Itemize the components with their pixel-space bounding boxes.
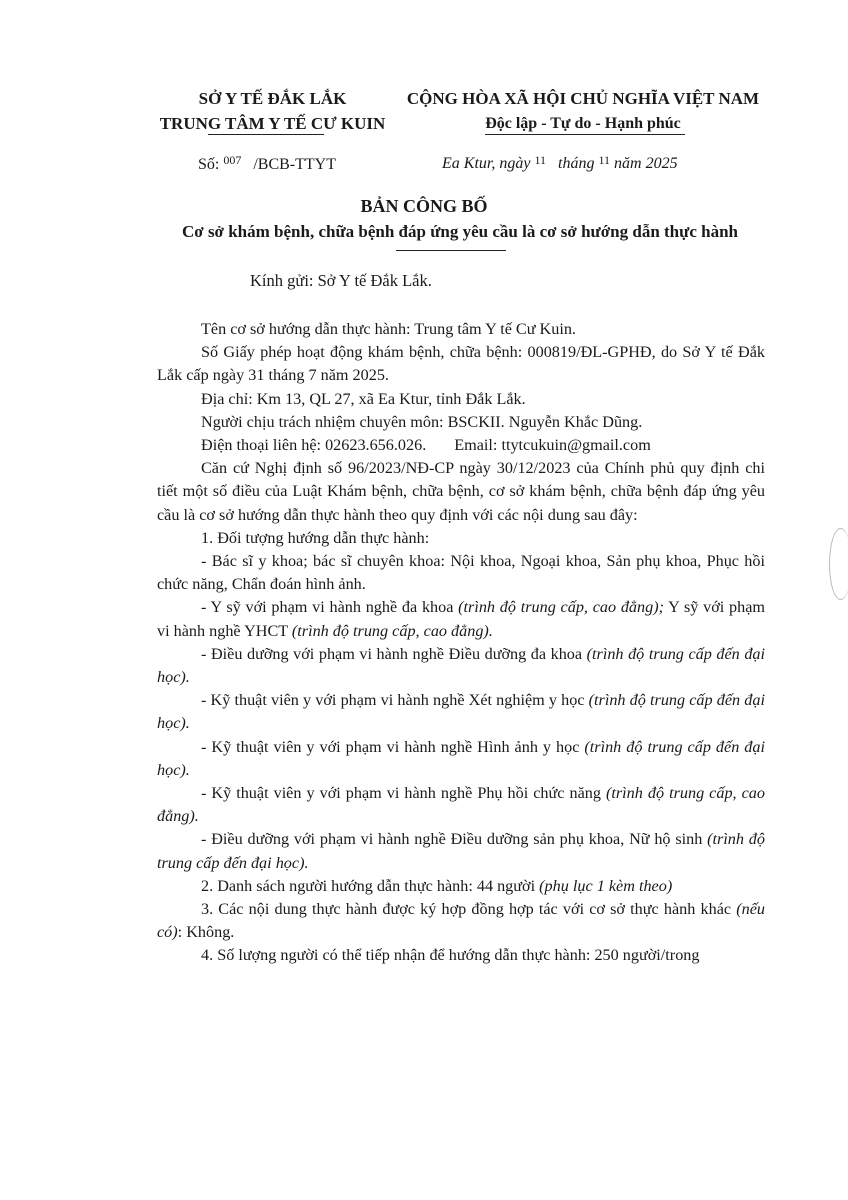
bullet-note: (trình độ trung cấp, cao đẳng); bbox=[458, 598, 664, 617]
bullet-nursing bbox=[157, 643, 765, 689]
section-note: (nếu có) bbox=[157, 900, 765, 942]
bullet-text: - Điều dưỡng với phạm vi hành nghề Điều dưỡng đa khoa bbox=[201, 644, 587, 663]
email: Email: ttytcukuin@gmail.com bbox=[454, 436, 651, 455]
document-body bbox=[157, 318, 765, 968]
date-year: năm 2025 bbox=[614, 155, 678, 172]
salutation: Kính gửi: Sở Y tế Đắk Lắk. bbox=[250, 271, 432, 290]
facility-name: Tên cơ sở hướng dẫn thực hành: Trung tâm Y tế Cư Kuin. bbox=[201, 320, 576, 338]
section-note: (phụ lục 1 kèm theo) bbox=[539, 876, 673, 895]
license-info: Số Giấy phép hoạt động khám bệnh, chữa bệnh: 000819/ĐL-GPHĐ, do Sở Y tế Đắk Lắk cấp ngày 31 tháng 7 năm 2025. bbox=[157, 343, 765, 385]
section-text: : Không. bbox=[177, 923, 235, 942]
bullet-note: (trình độ trung cấp đến đại học). bbox=[157, 644, 765, 687]
address: Địa chỉ: Km 13, QL 27, xã Ea Ktur, tỉnh Đắk Lắk. bbox=[201, 389, 526, 408]
national-motto-header bbox=[398, 86, 768, 136]
document-title: BẢN CÔNG BỐ bbox=[360, 196, 488, 216]
bullet-note: (trình độ trung cấp đến đại học). bbox=[157, 691, 765, 733]
agency-underline bbox=[208, 134, 324, 135]
responsible-person: Người chịu trách nhiệm chuyên môn: BSCKII. Nguyễn Khắc Dũng. bbox=[201, 412, 643, 431]
national-motto: Độc lập - Tự do - Hạnh phúc bbox=[485, 115, 681, 132]
bullet-midwifery bbox=[157, 828, 765, 874]
date-day: 11 bbox=[534, 153, 547, 167]
section-1-heading: 1. Đối tượng hướng dẫn thực hành: bbox=[201, 528, 430, 547]
scan-hole-mark bbox=[829, 528, 848, 600]
motto-underline bbox=[485, 134, 685, 135]
country-name: CỘNG HÒA XÃ HỘI CHỦ NGHĨA VIỆT NAM bbox=[406, 89, 760, 108]
bullet-imaging-tech bbox=[157, 736, 765, 782]
date-month-prefix: tháng bbox=[558, 155, 595, 172]
bullet-text: - Kỹ thuật viên y với phạm vi hành nghề Xét nghiệm y học bbox=[201, 691, 589, 710]
date-month: 11 bbox=[598, 153, 611, 167]
date-place: Ea Ktur, ngày bbox=[442, 155, 531, 172]
bullet-text: - Kỹ thuật viên y với phạm vi hành nghề Phụ hồi chức năng bbox=[201, 784, 606, 803]
bullet-text: Y sỹ với phạm vi hành nghề YHCT bbox=[157, 598, 765, 640]
ref-number: 007 bbox=[223, 153, 242, 167]
issuing-agency: TRUNG TÂM Y TẾ CƯ KUIN bbox=[159, 114, 386, 133]
bullet-text: - Y sỹ với phạm vi hành nghề đa khoa bbox=[201, 598, 459, 617]
section-4: 4. Số lượng người có thể tiếp nhận để hướng dẫn thực hành: 250 người/trong bbox=[201, 946, 700, 965]
bullet-text: - Kỹ thuật viên y với phạm vi hành nghề Hình ảnh y học bbox=[201, 737, 585, 756]
bullet-note: (trình độ trung cấp, cao đẳng). bbox=[291, 621, 493, 640]
phone: Điện thoại liên hệ: 02623.656.026. bbox=[201, 436, 427, 455]
ref-prefix: Số: bbox=[198, 156, 220, 173]
issuing-agency-header bbox=[150, 86, 395, 136]
bullet-note: (trình độ trung cấp đến đại học). bbox=[157, 737, 765, 779]
section-2 bbox=[157, 875, 765, 898]
bullet-lab-tech bbox=[157, 689, 765, 735]
section-text: 2. Danh sách người hướng dẫn thực hành: 44 người bbox=[201, 876, 540, 895]
document-date bbox=[442, 153, 678, 173]
ref-code: /BCB-TTYT bbox=[253, 156, 337, 173]
bullet-text: - Điều dưỡng với phạm vi hành nghề Điều dưỡng sản phụ khoa, Nữ hộ sinh bbox=[201, 830, 708, 849]
bullet-note: (trình độ trung cấp, cao đẳng). bbox=[157, 784, 765, 826]
document-reference bbox=[198, 153, 336, 174]
contact-line bbox=[157, 434, 765, 457]
section-text: 3. Các nội dung thực hành được ký hợp đồng hợp tác với cơ sở thực hành khác bbox=[201, 900, 737, 919]
section-3 bbox=[157, 898, 765, 944]
legal-basis: Căn cứ Nghị định số 96/2023/NĐ-CP ngày 30/12/2023 của Chính phủ quy định chi tiết một số điều của Luật Khám bệnh, chữa bệnh, cơ sở khám bệnh, chữa bệnh đáp ứng yêu cầu là cơ sở hướng dẫn thực hành theo quy định với các nội dung sau đây: bbox=[157, 459, 765, 524]
bullet-rehab-tech bbox=[157, 782, 765, 828]
subtitle-underline bbox=[396, 250, 506, 251]
document-subtitle: Cơ sở khám bệnh, chữa bệnh đáp ứng yêu cầu là cơ sở hướng dẫn thực hành bbox=[182, 222, 738, 241]
bullet-doctors: - Bác sĩ y khoa; bác sĩ chuyên khoa: Nội khoa, Ngoại khoa, Sản phụ khoa, Phục hồi chức năng, Chẩn đoán hình ảnh. bbox=[157, 552, 765, 594]
parent-agency: SỞ Y TẾ ĐẮK LẮK bbox=[198, 89, 347, 108]
bullet-note: (trình độ trung cấp đến đại học). bbox=[157, 830, 765, 872]
bullet-physician-assistants bbox=[157, 596, 765, 642]
